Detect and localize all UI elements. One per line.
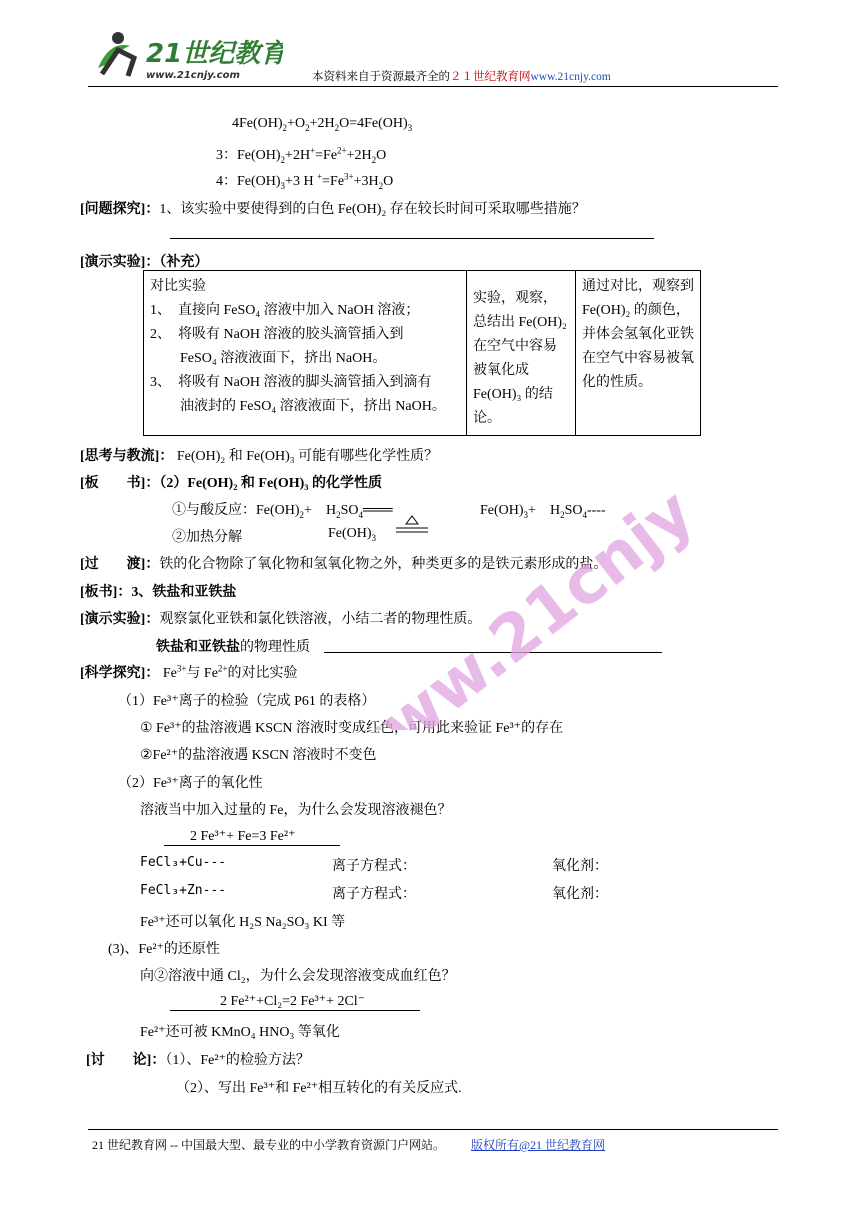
header-divider bbox=[88, 86, 778, 87]
table-cell-observe: 实验，观察，总结出 Fe(OH)₂ 在空气中容易被氧化成 Fe(OH)₃ 的结论。 bbox=[467, 271, 576, 436]
item-2: （2）Fe³⁺离子的氧化性 bbox=[118, 776, 263, 791]
demo-experiment-2: [演示实验]：观察氯化亚铁和氯化铁溶液，小结二者的物理性质。 bbox=[80, 612, 482, 627]
footer-divider bbox=[88, 1129, 778, 1130]
svg-text:www.21cnjy.com: www.21cnjy.com bbox=[320, 430, 690, 730]
logo bbox=[88, 28, 283, 84]
table-cell-experiments: 对比实验 1、 直接向 FeSO₄ 溶液中加入 NaOH 溶液； 2、 将吸有 NaOH 溶液的胶头滴管插入到 FeSO₄ 溶液液面下，挤出 NaOH。 3、 将吸有 NaOH 溶液的脚头滴管插入到滴有 油液封的 FeSO₄ 溶液液面下，挤出 NaOH。 bbox=[144, 271, 467, 436]
think-exchange: [思考与教流]： Fe(OH)₂ 和 Fe(OH)₃ 可能有哪些化学性质？ bbox=[80, 449, 439, 464]
item-2-question: 溶液当中加入过量的 Fe，为什么会发现溶液褪色？ bbox=[140, 803, 452, 818]
physical-properties: 铁盐和亚铁盐的物理性质 bbox=[156, 640, 310, 655]
item-3: (3)、Fe²⁺的还原性 bbox=[108, 942, 220, 957]
equation-line: $4Fe(OH)_2+O_2+2H_2O=4Fe(OH)_3$ bbox=[232, 116, 413, 133]
oxidant-1: 氧化剂： bbox=[552, 859, 608, 874]
table-cell-compare: 通过对比，观察到 Fe(OH)₂ 的颜色，并体会氢氧化亚铁在空气中容易被氧化的性质。 bbox=[576, 271, 701, 436]
discussion: [讨 论]：（1）、Fe²⁺的检验方法？ bbox=[86, 1053, 310, 1068]
demo-experiment-label: [演示实验]：（补充） bbox=[80, 255, 209, 270]
equation-4: 4：$Fe(OH)_3+3$ H $^+=Fe^{3+}+3H_2O$ bbox=[216, 171, 394, 191]
ion-equation-2: 离子方程式： bbox=[332, 887, 416, 902]
heat-formula: $Fe(OH)_3$ bbox=[328, 526, 377, 543]
transition: [过 渡]：铁的化合物除了氧化物和氢氧化物之外，种类更多的是铁元素形成的盐。 bbox=[80, 557, 608, 572]
item-3-question: 向②溶液中通 Cl₂，为什么会发现溶液变成血红色？ bbox=[140, 969, 456, 984]
ion-equation-1: 离子方程式： bbox=[332, 859, 416, 874]
item-1: （1）Fe³⁺离子的检验（完成 P61 的表格） bbox=[118, 694, 376, 709]
heat-decomposition: ②加热分解 bbox=[172, 530, 242, 545]
logo-text: 21世纪教育 bbox=[146, 39, 283, 69]
react-with-acid-2: $Fe(OH)_3+$ $H_2SO_4----$ bbox=[480, 503, 606, 520]
item-1a: ① Fe³⁺的盐溶液遇 KSCN 溶液时变成红色，可用此来验证 Fe³⁺的存在 bbox=[140, 721, 564, 736]
logo-url: www.21cnjy.com bbox=[146, 70, 240, 81]
item-2-equation: 2 Fe³⁺+ Fe=3 Fe²⁺ bbox=[164, 828, 340, 846]
comparison-table bbox=[143, 270, 701, 436]
discussion-2: （2）、写出 Fe³⁺和 Fe²⁺相互转化的有关反应式. bbox=[176, 1081, 462, 1096]
answer-line bbox=[170, 238, 654, 239]
item-3-equation: 2 Fe²⁺+Cl₂=2 Fe³⁺+ 2Cl⁻ bbox=[170, 993, 420, 1011]
reaction-cu: FeCl₃+Cu--- bbox=[140, 855, 227, 870]
item-2-note: Fe³⁺还可以氧化 H₂S Na₂SO₃ KI 等 bbox=[140, 915, 346, 930]
oxidant-2: 氧化剂： bbox=[552, 887, 608, 902]
footer-text: 21 世纪教育网 -- 中国最大型、最专业的中小学教育资源门户网站。 bbox=[92, 1138, 445, 1152]
header-tagline: 本资料来自于资源最齐全的２１世纪教育网www.21cnjy.com bbox=[312, 71, 611, 83]
board-note-2: [板书]：3、铁盐和亚铁盐 bbox=[80, 585, 237, 600]
equation-3: 3：$Fe(OH)_2+2H^+=Fe^{2+}+2H_2O$ bbox=[216, 145, 387, 165]
science-inquiry: [科学探究]： $Fe^{3+}$与 $Fe^{2+}$的对比实验 bbox=[80, 663, 298, 681]
footer bbox=[92, 1136, 605, 1153]
problem-inquiry: [问题探究]：1、该实验中要使得到的白色 Fe(OH)₂ 存在较长时间可采取哪些措施？ bbox=[80, 202, 586, 217]
item-3-note: Fe²⁺还可被 KMnO₄ HNO₃ 等氧化 bbox=[140, 1025, 340, 1040]
react-with-acid: ①与酸反应：$Fe(OH)_2+$ $H_2SO_4═══$ bbox=[172, 503, 393, 520]
watermark bbox=[230, 430, 690, 730]
copyright-link[interactable]: 版权所有@21 世纪教育网 bbox=[471, 1138, 606, 1152]
board-note-1: [板 书]：（2）Fe(OH)₂ 和 Fe(OH)₃ 的化学性质 bbox=[80, 476, 382, 491]
item-1b: ②Fe²⁺的盐溶液遇 KSCN 溶液时不变色 bbox=[140, 748, 377, 763]
reaction-zn: FeCl₃+Zn--- bbox=[140, 883, 227, 898]
